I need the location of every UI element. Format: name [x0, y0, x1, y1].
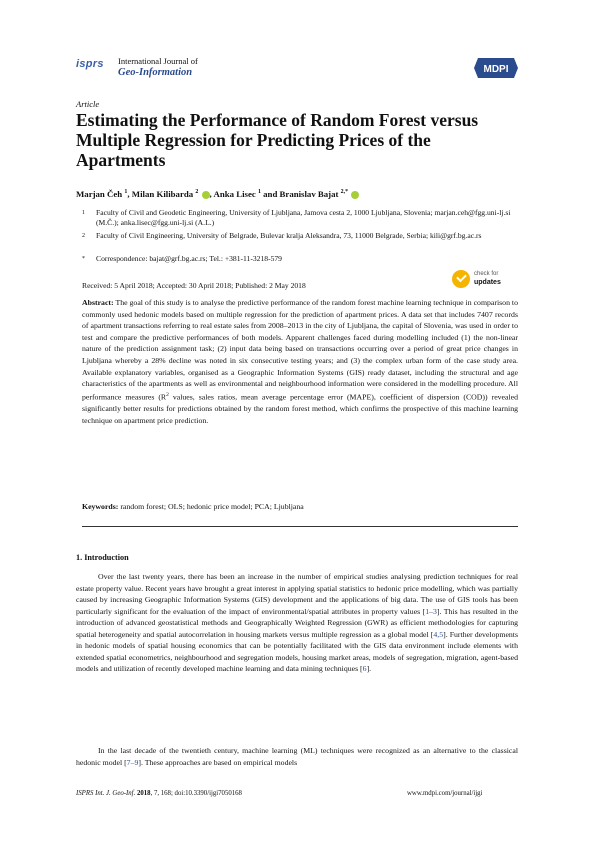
- check-for-updates-badge[interactable]: [452, 268, 522, 292]
- footer-url[interactable]: www.mdpi.com/journal/ijgi: [407, 790, 483, 797]
- author-affil-sup: 2,*: [340, 189, 349, 195]
- correspondence: [82, 254, 522, 266]
- affiliation: [82, 231, 522, 253]
- paragraph-text: In the last decade of the twentieth century, machine learning (ML) techniques were recognized as an alternative to the classical hedonic model [: [76, 746, 518, 767]
- body-paragraph: [76, 571, 518, 675]
- abstract-superscript: 2: [166, 391, 169, 398]
- affiliation-text: Faculty of Civil and Geodetic Engineering, University of Ljubljana, Jamova cesta 2, 1000 Ljubljana, Slovenia; marjan.ceh@fgg.uni-lj.si (M.Č.); anka.lisec@fgg.uni-lj.si (A.L.): [96, 208, 511, 228]
- abstract-text: The goal of this study is to analyse the predictive performance of the random forest machine learning technique in comparison to commonly used hedonic models based on multiple regression for the prediction of apartment prices. A data set that includes 7407 records of apartment transactions referring to real estate sales from 2008–2013 in the city of Ljubljana, the capital of Slovenia, was used in order to test and compare the predictive performances of both models. Apparent challenges faced during modelling included (1) the non-linear nature of the prediction assignment task; (2) input data being based on transactions occurring over a period of great price changes in Ljubljana whereby a 28% decline was noted in six consecutive testing years; and (3) the complex urban form of the case study area. Available explanatory variables, organised as a Geographic Information Systems (GIS) ready dataset, including the structural and age characteristics of the apartments as well as environmental and neighbourhood information were considered in the modelling procedure. All performance measures (R: [82, 298, 518, 402]
- isprs-logo-text: isprs: [76, 58, 104, 70]
- divider: [82, 526, 518, 527]
- checkmark-icon: [452, 270, 470, 288]
- author-affil-sup: 2: [195, 189, 199, 195]
- article-type: Article: [76, 99, 100, 109]
- citation-link[interactable]: 7–9: [126, 757, 139, 767]
- citation-link[interactable]: 1–3: [425, 606, 437, 616]
- abstract-text: values, sales ratios, mean average percentage error (MAPE), coefficient of dispersion (COD)) revealed significantly better results for predictions obtained by the random forest method, which confirms the prospective of this machine learning technique on apartment price prediction.: [82, 392, 518, 425]
- journal-line1: International Journal of: [118, 56, 198, 66]
- paragraph-text: ].: [366, 664, 372, 674]
- affiliation-number: 1: [82, 210, 85, 216]
- author-separator: ,: [209, 188, 214, 199]
- section-heading: 1. Introduction: [76, 553, 129, 562]
- author-affil-sup: 1: [124, 189, 128, 195]
- orcid-icon[interactable]: [202, 191, 210, 199]
- mdpi-logo[interactable]: [474, 58, 518, 78]
- abstract-label: Abstract:: [82, 298, 114, 307]
- correspondence-text: Correspondence: bajat@grf.bg.ac.rs; Tel.: +381-11-3218-579: [96, 254, 282, 263]
- paragraph-text: ]. This has resulted in the introduction of advanced geostatistical methods and Geographically Weighted Regression (GWR) as efficient methodologies for capturing spatial heterogeneity and spatial autocorrelation in housing markets versus multiple regression as a global model [: [76, 606, 518, 639]
- citation-link[interactable]: 4,5: [433, 629, 444, 639]
- author-affil-sup: 1: [257, 189, 261, 195]
- author-list: [76, 186, 516, 200]
- paragraph-text: ]. These approaches are based on empirical models: [138, 757, 298, 767]
- author-name: Milan Kilibarda: [131, 188, 194, 199]
- check-for-text: check for: [474, 271, 499, 277]
- author-separator: ,: [127, 188, 132, 199]
- footer-journal: ISPRS Int. J. Geo-Inf.: [76, 790, 136, 797]
- keywords-text: random forest; OLS; hedonic price model; PCA; Ljubljana: [118, 502, 304, 511]
- keywords-label: Keywords:: [82, 502, 119, 511]
- mdpi-logo-text: MDPI: [483, 64, 509, 75]
- paragraph-text: ]. Further developments in hedonic models of spatial housing economics that can be potentially facilitated with the GIS data environment include elements with extended spatial econometrics, neighbourhood and segregation models, housing market areas, models of segregation, migration, agent-based models and utilization of recently developed machine learning and data mining techniques [: [76, 629, 519, 674]
- orcid-icon[interactable]: [351, 191, 359, 199]
- publication-dates: Received: 5 April 2018; Accepted: 30 April 2018; Published: 2 May 2018: [82, 281, 306, 290]
- author-name: Anka Lisec: [213, 188, 256, 199]
- keywords: [82, 502, 518, 511]
- paragraph-text: Over the last twenty years, there has been an increase in the number of empirical studies analysing prediction techniques for real estate property value. Recent years have brought a great interest in applying spatial statistics to hedonic price modelling, which was partially caused by increasing Geographic Information Systems (GIS) development and the applications of big data. The use of GIS tools has been particularly significant for the evaluation of the impact of environmental/spatial attributes in property values [: [76, 572, 518, 616]
- citation-link[interactable]: 6: [362, 664, 367, 674]
- journal-name: [118, 56, 198, 78]
- abstract: [82, 297, 518, 426]
- author-name: Branislav Bajat: [279, 188, 339, 199]
- journal-line2: Geo-Information: [118, 67, 193, 78]
- author-separator: and: [260, 188, 280, 199]
- affiliation-number: *: [82, 256, 85, 262]
- author-name: Marjan Čeh: [76, 188, 123, 199]
- paper-title: Estimating the Performance of Random Forest versus Multiple Regression for Predicting Prices of the Apartments: [76, 110, 479, 170]
- affiliation-number: 2: [82, 233, 85, 239]
- affiliation-text: Faculty of Civil Engineering, University of Belgrade, Bulevar kralja Aleksandra, 73, 11000 Belgrade, Serbia; kili@grf.bg.ac.rs: [96, 231, 482, 240]
- body-paragraph: [76, 745, 518, 768]
- footer-doi: , 7, 168; doi:10.3390/ijgi7050168: [150, 790, 242, 797]
- affiliation: [82, 208, 522, 230]
- updates-text: updates: [474, 279, 501, 286]
- isprs-logo: [76, 58, 112, 76]
- footer-citation: [76, 790, 242, 797]
- footer-year: 2018: [136, 790, 151, 797]
